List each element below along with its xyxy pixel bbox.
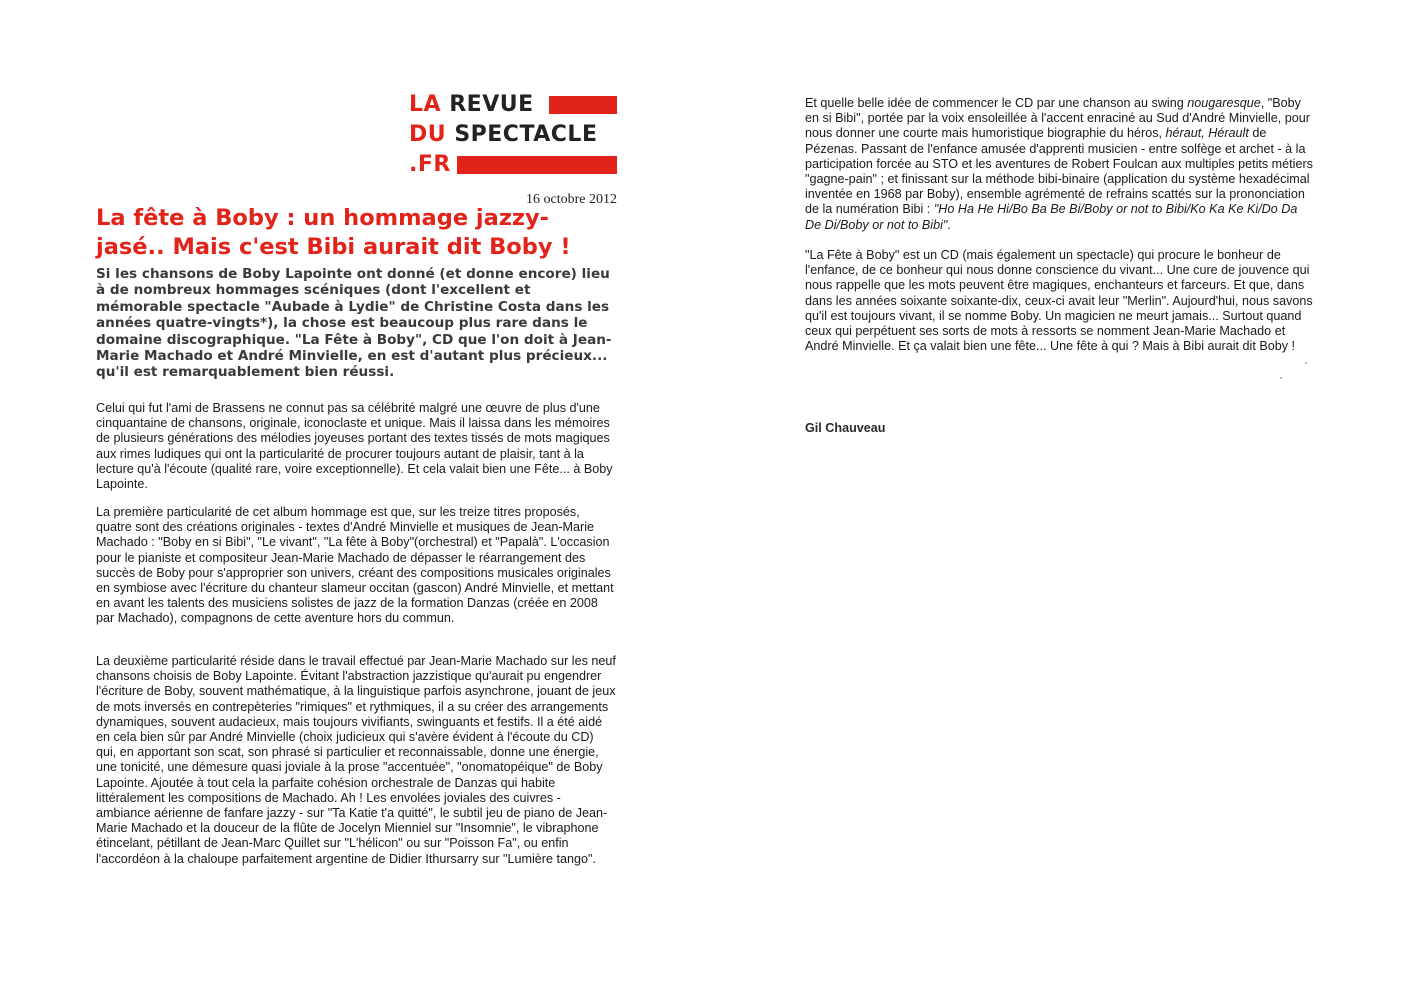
logo-red-bar-1 [549,96,617,114]
article-lead: Si les chansons de Boby Lapointe ont donné (et donne encore) lieu à de nombreux hommages scéniques (dont l'excellent et mémorable spectacle "Aubade à Lydie" de Christine Costa dans les années quatre-vingts*), la chose est beaucoup plus rare dans le domaine discographique. "La Fête à Boby", CD que l'on doit à Jean-Marie Machado et André Minvielle, en est d'autant plus précieux... qu'il est remarquablement bien réussi. [96,266,612,381]
logo-spectacle: SPECTACLE [454,122,598,147]
right-p1-italic-3: "Ho Ha He Hi/Bo Ba Be Bi/Boby or not to Bibi/Ko Ka Ke Ki/Do Da De Di/Boby or not to Bibi" [805,202,1298,232]
logo-line-2 [409,122,597,148]
article-date: 16 octobre 2012 [526,192,617,207]
article-author: Gil Chauveau [805,421,886,435]
logo-red-bar-2 [457,156,617,174]
right-p1-text-c: de Pézenas. Passant de l'enfance amusée d'apprenti musicien - entre solfège et archet - à la participation forcée au STO et les aventures de Robert Foulcan aux multiples petits métiers "gagne-pain" ; et finissant sur la méthode bibi-binaire (application du système hexadécimal inventée en 1968 par Boby), ensemble agrémenté de refrains scattés sur la prononciation de la numération Bibi : [805,126,1313,217]
right-paragraph-1 [805,96,1315,233]
logo-revue: REVUE [449,92,534,117]
right-p1-text-b: , "Boby en si Bibi", portée par la voix ensoleillée à l'accent enraciné au Sud d'André Minvielle, pour nous donner une courte mais humoristique biographie du héros, [805,96,1310,141]
logo-la: LA [409,92,442,117]
logo-line-3 [409,152,451,178]
logo-line-1 [409,92,534,118]
site-logo [409,92,619,178]
right-p1-text-a: Et quelle belle idée de commencer le CD par une chanson au swing [805,96,1188,110]
body-paragraph-3: La deuxième particularité réside dans le travail effectué par Jean-Marie Machado sur les neuf chansons choisis de Boby Lapointe. Évitant l'abstraction jazzistique qu'aurait pu engendrer l'écriture de Boby, souvent mathématique, à la linguistique parfois asynchrone, jouant de jeux de mots inversés en contrepèteries "rimiques" et rythmiques, il a su créer des arrangements dynamiques, souvent audacieux, mais toujours vivifiants, swinguants et festifs. Il a été aidé en cela bien sûr par André Minvielle (choix judicieux qui s'avère évident à l'écoute du CD) qui, en apportant son scat, son phrasé si particulier et reconnaissable, donne une énergie, une tonicité, une démesure quasi joviale à la prose "accentuée", "onomatopéique" de Boby Lapointe. Ajoutée à tout cela la parfaite cohésion orchestrale de Danzas qui habite littéralement les compositions de Machado. Ah ! Les envolées joviales des cuivres - ambiance aérienne de fanfare jazzy - sur "Ta Katie t'a quitté", le subtil jeu de piano de Jean-Marie Machado et la douceur de la flûte de Jocelyn Mienniel sur "Insomnie", le vibraphone étincelant, pétillant de Jean-Marc Quillet sur "L'hélicon" ou sur "Poisson Fa", ou enfin l'accordéon à la chaloupe parfaitement argentine de Didier Ithursarry sur "Lumière tango". [96,654,616,866]
right-p1-italic-1: nougaresque [1187,96,1261,110]
body-paragraph-2: La première particularité de cet album hommage est que, sur les treize titres proposés, quatre sont des créations originales - textes d'André Minvielle et musiques de Jean-Marie Machado : "Boby en si Bibi", "Le vivant", "La fête à Boby"(orchestral) et "Papalà". L'occasion pour le pianiste et compositeur Jean-Marie Machado de dépasser le réarrangement des succès de Boby pour s'approprier son univers, créant des compositions musicales originales en symbiose avec l'écriture du chanteur slameur occitan (gascon) André Minvielle, et mettant en avant les talents des musiciens solistes de jazz de la formation Danzas (créée en 2008 par Machado), compagnons de cette aventure hors du commun. [96,505,614,626]
right-p1-text-d: . [947,217,951,232]
scan-speck [1280,377,1282,379]
scan-speck [1305,362,1307,364]
right-paragraph-2: "La Fête à Boby" est un CD (mais également un spectacle) qui procure le bonheur de l'enfance, de ce bonheur qui nous donne conscience du vivant... Une cure de jouvence qui nous rappelle que les mots peuvent être magiques, enchanteurs et farceurs. Et que, dans dans les années soixante soixante-dix, ceux-ci avait leur "Merlin". Aujourd'hui, nous savons qu'il est toujours vivant, il se nomme Boby. Un magicien ne meurt jamais... Surtout quand ceux qui perpétuent ses sorts de mots à ressorts se nomment Jean-Marie Machado et André Minvielle. Et ça valait bien une fête... Une fête à qui ? Mais à Bibi aurait dit Boby ! [805,248,1313,354]
body-paragraph-1: Celui qui fut l'ami de Brassens ne connut pas sa célébrité malgré une œuvre de plus d'une cinquantaine de chansons, originale, iconoclaste et unique. Mais il laissa dans les mémoires de plusieurs générations des mélodies joyeuses portant des textes tissés de mots magiques aux rimes ludiques qui ont la particularité de procurer toujours autant de plaisir, tant à la lecture qu'à l'écoute (qualité rare, voire exceptionnelle). Et cela valait bien une Fête... à Boby Lapointe. [96,401,613,492]
logo-fr: .FR [409,152,451,177]
logo-du: DU [409,122,447,147]
right-p1-italic-2: héraut, Hérault [1165,126,1249,141]
right-page [707,0,1414,1000]
article-headline: La fête à Boby : un hommage jazzy-jasé.. Mais c'est Bibi aurait dit Boby ! [96,205,571,260]
